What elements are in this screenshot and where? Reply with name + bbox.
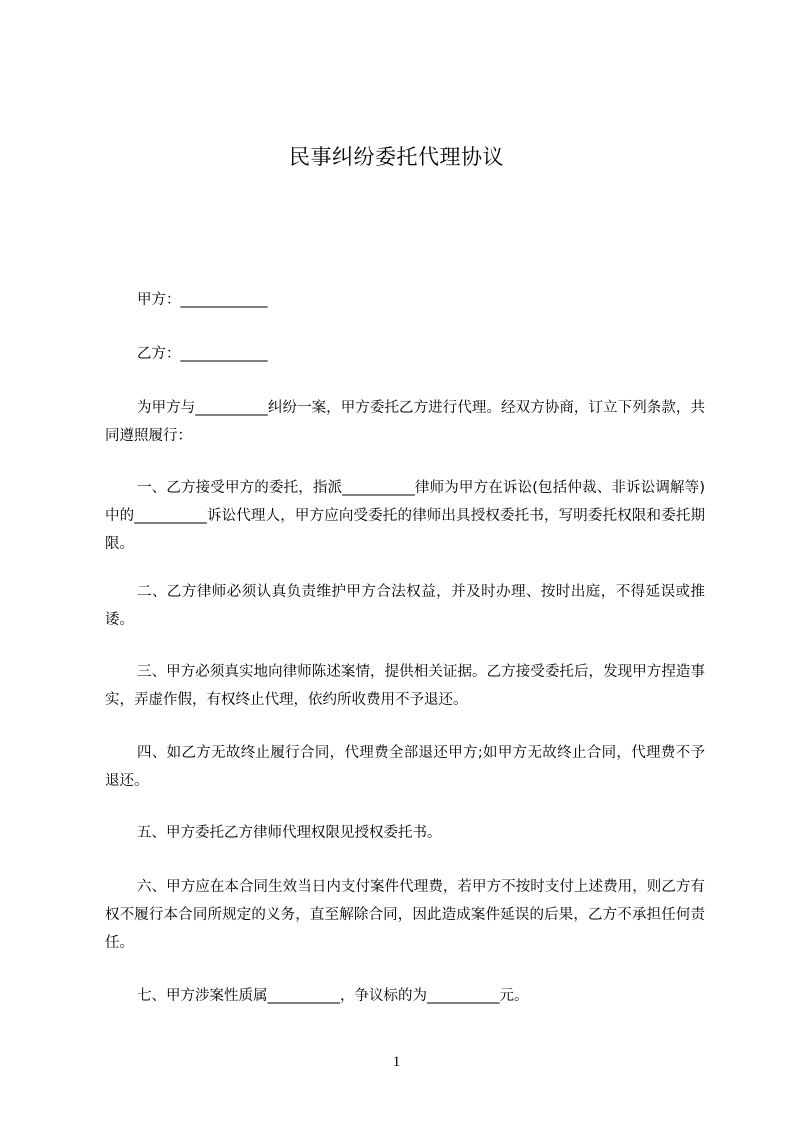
party-a-line: 甲方：____________	[137, 292, 268, 308]
clause-5: 五、甲方委托乙方律师代理权限见授权委托书。	[137, 825, 442, 841]
clause-7: 七、甲方涉案性质属__________，争议标的为__________元。	[137, 988, 529, 1004]
clause-4: 四、如乙方无故终止履行合同，代理费全部退还甲方;如甲方无故终止合同，代理费不予退还。	[105, 745, 705, 789]
intro-paragraph: 为甲方与__________纠纷一案，甲方委托乙方进行代理。经双方协商，订立下列条款，共同遵照履行：	[105, 400, 705, 444]
document-title: 民事纠纷委托代理协议	[289, 145, 504, 169]
clause-2: 二、乙方律师必须认真负责维护甲方合法权益，并及时办理、按时出庭，不得延误或推诿。	[105, 584, 705, 628]
party-b-line: 乙方：____________	[137, 346, 268, 362]
page-number: 1	[392, 1054, 401, 1070]
clause-6: 六、甲方应在本合同生效当日内支付案件代理费，若甲方不按时支付上述费用，则乙方有权不履行本合同所规定的义务，直至解除合同，因此造成案件延误的后果，乙方不承担任何责任。	[105, 879, 705, 951]
clause-3: 三、甲方必须真实地向律师陈述案情，提供相关证据。乙方接受委托后，发现甲方捏造事实，弄虚作假，有权终止代理，依约所收费用不予退还。	[105, 664, 705, 708]
clause-1: 一、乙方接受甲方的委托，指派__________律师为甲方在诉讼(包括仲裁、非诉讼调解等)中的__________诉讼代理人，甲方应向受委托的律师出具授权委托书，写明委托权限和委托期限。	[105, 480, 705, 552]
